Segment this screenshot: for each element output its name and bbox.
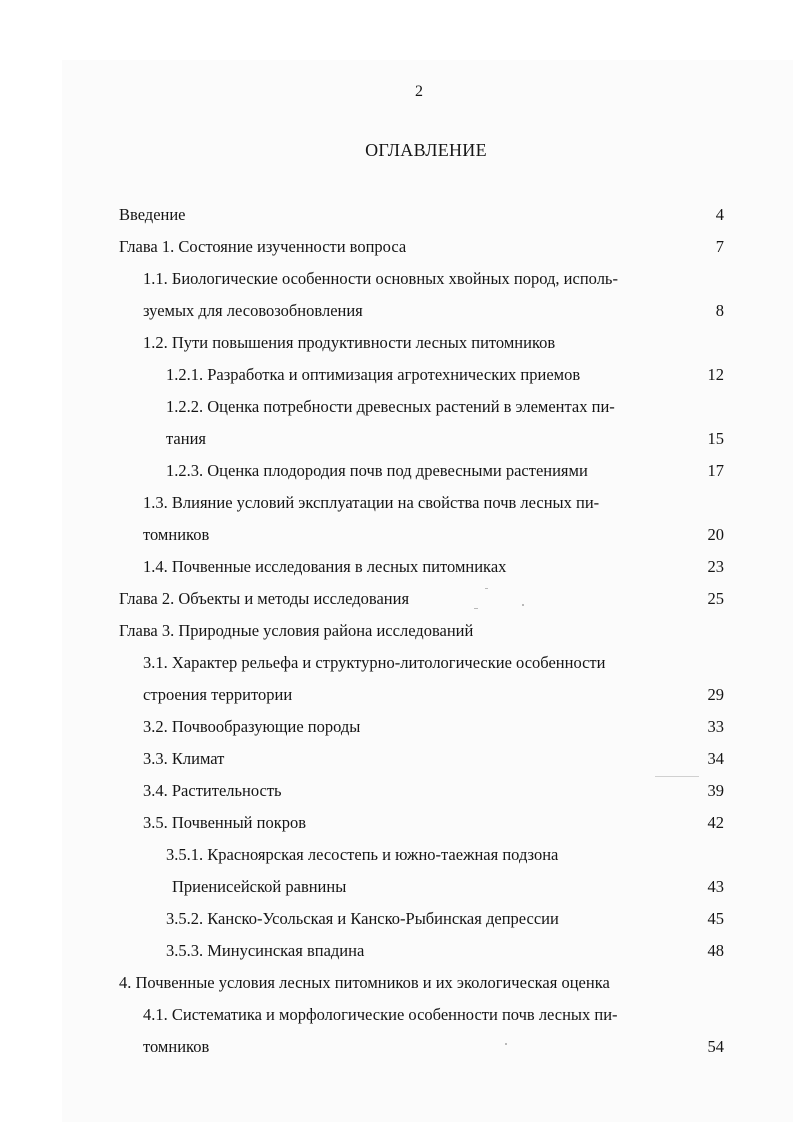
toc-entry-text: 1.2.3. Оценка плодородия почв под древесными растениями: [166, 461, 588, 480]
toc-entry: [0, 391, 793, 423]
toc-entry-text: томников: [143, 525, 210, 544]
toc-entry-text: Глава 3. Природные условия района исследований: [119, 621, 474, 640]
toc-entry-text: тания: [166, 429, 206, 448]
toc-entry-text: Глава 2. Объекты и методы исследования: [119, 589, 410, 608]
toc-entry: [0, 839, 793, 871]
toc-entry: [0, 647, 793, 679]
toc-entry-text: 4. Почвенные условия лесных питомников и их экологическая оценка: [119, 973, 610, 992]
toc-entry-text: 1.1. Биологические особенности основных хвойных пород, исполь-: [143, 269, 618, 288]
toc-entry: [0, 679, 793, 711]
toc-entry-text: 3.5.2. Канско-Усольская и Канско-Рыбинская депрессии: [166, 909, 559, 928]
toc-entry-page: 33: [707, 717, 724, 736]
toc-entry-page: 7: [715, 237, 724, 256]
toc-entry: [0, 807, 793, 839]
toc-entry: [0, 487, 793, 519]
toc-entry-page: 54: [707, 1037, 724, 1056]
toc-entry: [0, 871, 793, 903]
scan-speck: [522, 604, 524, 606]
toc-entry-page: 8: [715, 301, 724, 320]
toc-entry-page: 34: [707, 749, 724, 768]
toc-entry: [0, 423, 793, 455]
toc-entry: [0, 327, 793, 359]
scan-speck: [505, 1043, 507, 1045]
toc-entry: [0, 999, 793, 1031]
toc-entry: [0, 583, 793, 615]
toc-entry: [0, 711, 793, 743]
toc-entry-text: Приенисейской равнины: [172, 877, 347, 896]
toc-entry-text: 3.4. Растительность: [143, 781, 282, 800]
toc-entry-text: Введение: [119, 205, 186, 224]
scan-speck: [655, 776, 699, 777]
toc-entry-page: 4: [715, 205, 724, 224]
page-title: ОГЛАВЛЕНИЕ: [365, 140, 487, 160]
toc-entry-page: 12: [707, 365, 724, 384]
toc-entry-text: 3.5.1. Красноярская лесостепь и южно-таежная подзона: [166, 845, 559, 864]
toc-entry-text: 3.1. Характер рельефа и структурно-литологические особенности: [143, 653, 606, 672]
toc-entry-page: 17: [707, 461, 724, 480]
toc-entry-text: 1.4. Почвенные исследования в лесных питомниках: [143, 557, 507, 576]
toc-entry-text: 3.2. Почвообразующие породы: [143, 717, 361, 736]
toc-entry-text: 3.3. Климат: [143, 749, 225, 768]
toc-entry-page: 15: [707, 429, 724, 448]
toc-entry-page: 25: [707, 589, 724, 608]
toc-entry: [0, 263, 793, 295]
toc-entry-text: 1.2.2. Оценка потребности древесных растений в элементах пи-: [166, 397, 615, 416]
toc-entry: [0, 967, 793, 999]
toc-entry: [0, 1031, 793, 1063]
toc-entry: [0, 519, 793, 551]
toc-entry: [0, 743, 793, 775]
page-number: 2: [415, 83, 423, 100]
toc-entry-text: томников: [143, 1037, 210, 1056]
toc-entry-text: Глава 1. Состояние изученности вопроса: [119, 237, 407, 256]
toc-entry-page: 29: [707, 685, 724, 704]
scan-speck: [485, 588, 488, 589]
toc-entry: [0, 615, 793, 647]
toc-entry: [0, 359, 793, 391]
toc-entry-text: зуемых для лесовозобновления: [143, 301, 363, 320]
scan-speck: [474, 608, 478, 609]
toc-entry-text: 3.5. Почвенный покров: [143, 813, 307, 832]
toc-entry-text: 4.1. Систематика и морфологические особенности почв лесных пи-: [143, 1005, 618, 1024]
toc-entry: [0, 295, 793, 327]
toc-entry: [0, 935, 793, 967]
toc-entry: [0, 775, 793, 807]
table-of-contents: [0, 199, 793, 1063]
toc-entry-page: 43: [707, 877, 724, 896]
toc-entry: [0, 551, 793, 583]
toc-entry-page: 23: [707, 557, 724, 576]
toc-entry: [0, 199, 793, 231]
toc-entry-text: 1.2. Пути повышения продуктивности лесных питомников: [143, 333, 556, 352]
toc-entry-text: 1.2.1. Разработка и оптимизация агротехнических приемов: [166, 365, 581, 384]
toc-entry-text: 3.5.3. Минусинская впадина: [166, 941, 365, 960]
toc-entry-text: строения территории: [143, 685, 293, 704]
toc-entry-page: 39: [707, 781, 724, 800]
toc-entry-page: 20: [707, 525, 724, 544]
toc-entry: [0, 903, 793, 935]
toc-entry-page: 42: [707, 813, 724, 832]
toc-entry-text: 1.3. Влияние условий эксплуатации на свойства почв лесных пи-: [143, 493, 600, 512]
toc-entry: [0, 231, 793, 263]
toc-entry-page: 48: [707, 941, 724, 960]
toc-entry-page: 45: [707, 909, 724, 928]
toc-entry: [0, 455, 793, 487]
